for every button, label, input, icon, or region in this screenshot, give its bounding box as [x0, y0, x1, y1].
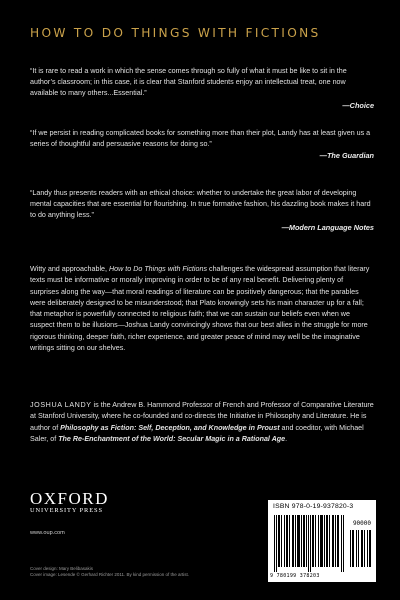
barcode-bars-icon — [274, 515, 346, 572]
book-description — [30, 264, 374, 354]
cover-design-credit: Cover design: Mary Belibasakis — [30, 566, 94, 571]
description-lead: Witty and approachable, — [30, 265, 109, 273]
quote-source: —Choice — [342, 100, 374, 110]
description-book-title: How to Do Things with Fictions — [109, 265, 208, 273]
author-bio — [30, 400, 374, 445]
back-cover-title: HOW TO DO THINGS WITH FICTIONS — [30, 26, 321, 40]
publisher-url: www.oup.com — [30, 530, 65, 536]
cover-credits — [30, 566, 189, 578]
bio-text: . — [285, 434, 288, 443]
isbn-barcode — [268, 500, 376, 582]
quote-text: “If we persist in reading complicated books for something more than their plot, Landy has at least given us a series of thoughtful and persuasive reasons for doing so.” — [30, 129, 371, 149]
bio-book-1: Philosophy as Fiction: Self, Deception, and Knowledge in Proust — [60, 423, 280, 432]
cover-image-credit: Cover image: Lesende © Gerhard Richter 2011. By kind permission of the artist. — [30, 572, 190, 578]
review-quote-choice — [30, 66, 374, 111]
bio-text: is the Andrew B. Hammond Professor of French and Professor of Comparative Literature at Stanford University, where he co-founded and co-directs the Initiative in Philosophy and Literature. He is author of — [30, 401, 374, 432]
addon-barcode-icon — [350, 530, 372, 567]
author-name: JOSHUA LANDY — [30, 401, 92, 409]
publisher-name: OXFORD — [30, 489, 109, 508]
barcode-digits: 9 780199 378203 — [270, 573, 320, 579]
review-quote-guardian — [30, 128, 374, 162]
isbn-text: ISBN 978-0-19-937820-3 — [273, 503, 354, 510]
publisher-subname: UNIVERSITY PRESS — [30, 507, 103, 514]
bio-book-2: The Re-Enchantment of the World: Secular Magic in a Rational Age — [58, 434, 286, 443]
publisher-logo — [30, 490, 109, 514]
description-rest: challenges the widespread assumption that literary texts must be informative or morally improving in order to be of any real benefit. Delivering plenty of surprises along the way—that moral readings of literature can be positively dangerous; that the parables were deliberately designed to be misunderstood; that Plato knowingly sets his main character up for a fall; that metaphor is powerfully connected to religious faith; that we can sustain our beliefs even when we suspect them to be illusions—Joshua Landy convincingly shows that our best allies in the struggle for more rigorous thinking, deeper faith, richer experience, and greater peace of mind may well be the imaginative writings sitting on our shelves. — [30, 265, 370, 353]
quote-source: —The Guardian — [319, 151, 374, 161]
quote-text: “Landy thus presents readers with an ethical choice: whether to undertake the great labor of developing mental capacities that are essential for flourishing. In true formative fashion, his dazzling book makes it hard to do anything less.” — [30, 189, 371, 220]
quote-text: “It is rare to read a work in which the sense comes through so fully of what it must be like to sit in the author’s classroom; in this case, it is clear that Stanford students enjoy an intellectual treat, one now available to many others...Essential.” — [30, 67, 347, 98]
price-code: 90000 — [352, 520, 371, 527]
review-quote-mln — [30, 188, 374, 233]
bio-text: and coeditor, with Michael Saler, of — [30, 423, 364, 443]
quote-source: —Modern Language Notes — [281, 222, 374, 232]
